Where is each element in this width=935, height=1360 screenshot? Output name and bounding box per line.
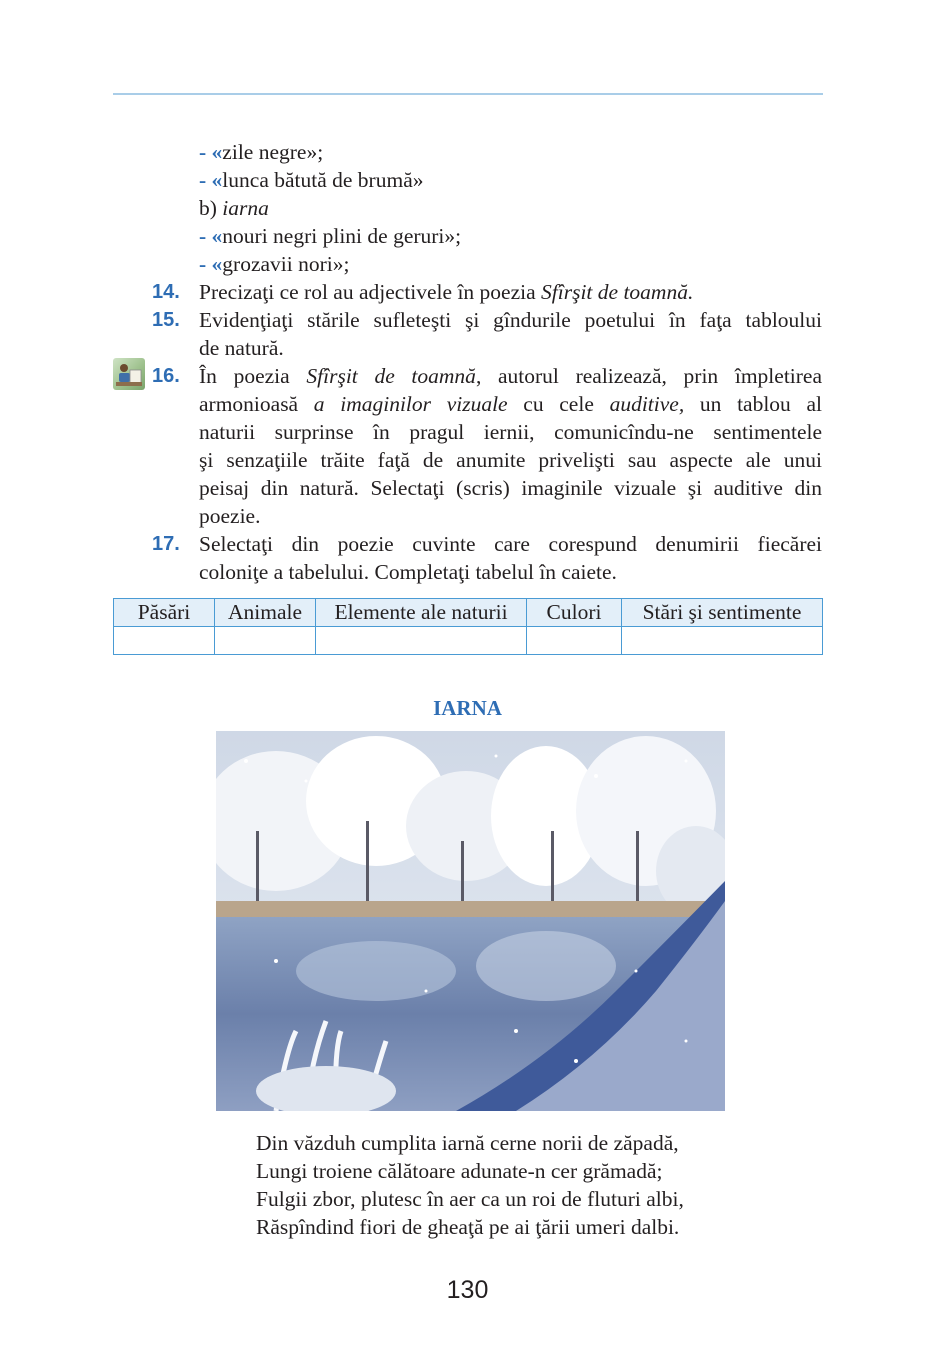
- quote-dash: - «: [199, 168, 223, 192]
- question-15-line-2: de natură.: [199, 336, 284, 360]
- poem-title: IARNA: [433, 696, 502, 720]
- q16-poem-title: Sfîrşit de toamnă: [306, 364, 476, 388]
- poem-verse: Răspîndind fiori de gheaţă pe ai ţării umeri dalbi.: [256, 1215, 680, 1239]
- q16-l1-a: În poezia: [199, 364, 307, 388]
- table-header-cell: Stări şi sentimente: [622, 599, 823, 627]
- quote-item: [199, 222, 461, 250]
- question-15-line-1: Evidenţiaţi stările sufleteşti şi gîndurile poetului în faţa tabloului: [199, 308, 822, 332]
- question-16-line-6: poezie.: [199, 504, 261, 528]
- question-17-line-2: coloniţe a tabelului. Completaţi tabelul în caiete.: [199, 560, 617, 584]
- table-row: [114, 627, 823, 655]
- quote-text: grozavii nori»;: [222, 252, 350, 276]
- quote-item: [199, 250, 349, 278]
- q14-poem-title: Sfîrşit de toamnă.: [541, 280, 694, 304]
- poem-verse: Lungi troiene călătoare adunate-n cer grămadă;: [256, 1159, 663, 1183]
- question-number-15: 15.: [152, 309, 180, 331]
- table-cell: [316, 627, 527, 655]
- q16-visual-images: a imaginilor vizuale: [313, 392, 508, 416]
- subsection-prefix: b): [199, 196, 223, 220]
- table-header-row: [114, 599, 823, 627]
- table-cell: [215, 627, 316, 655]
- q16-auditive: auditive,: [609, 392, 685, 416]
- question-14-text: [199, 278, 693, 306]
- q14-text: Precizaţi ce rol au adjectivele în poezia: [199, 280, 542, 304]
- table-cell: [527, 627, 622, 655]
- q16-l1-c: , autorul realizează, prin împletirea: [475, 364, 823, 388]
- question-number-14: 14.: [152, 281, 180, 303]
- q16-l2-a: armonioasă: [199, 392, 314, 416]
- table-header-cell: Culori: [527, 599, 622, 627]
- quote-text: nouri negri plini de geruri»;: [222, 224, 462, 248]
- page-number: 130: [446, 1276, 489, 1304]
- question-16-line-4: şi senzaţiile trăite faţă de anumite privelişti sau aspecte ale unui: [199, 448, 822, 472]
- quote-dash: - «: [199, 224, 223, 248]
- question-number-16: 16.: [152, 365, 180, 387]
- table-header-cell: Elemente ale naturii: [316, 599, 527, 627]
- worksheet-table: [113, 598, 823, 655]
- table-cell: [622, 627, 823, 655]
- question-17-line-1: Selectaţi din poezie cuvinte care corespund denumirii fiecărei: [199, 532, 822, 556]
- question-16-line-3: naturii surprinse în pragul iernii, comunicîndu-ne sentimentele: [199, 420, 822, 444]
- q16-l2-e: un tablou al: [684, 392, 823, 416]
- question-number-17: 17.: [152, 533, 180, 555]
- table-header-cell: Păsări: [114, 599, 215, 627]
- quote-dash: - «: [199, 252, 223, 276]
- question-16-line-2: [199, 390, 822, 418]
- quote-item: [199, 138, 323, 166]
- table-header-cell: Animale: [215, 599, 316, 627]
- subsection-label: iarna: [222, 196, 269, 220]
- quote-dash: - «: [199, 140, 223, 164]
- quote-text: lunca bătută de brumă»: [222, 168, 424, 192]
- quote-text: zile negre»;: [222, 140, 324, 164]
- q16-l2-c: cu cele: [507, 392, 610, 416]
- poem-verse: Din văzduh cumplita iarnă cerne norii de zăpadă,: [256, 1131, 679, 1155]
- table-cell: [114, 627, 215, 655]
- winter-landscape-photo: [216, 731, 725, 1111]
- question-16-line-1: [199, 362, 822, 390]
- poem-verse: Fulgii zbor, plutesc în aer ca un roi de fluturi albi,: [256, 1187, 684, 1211]
- quote-item: [199, 166, 423, 194]
- top-rule: [113, 93, 823, 95]
- question-16-line-5: peisaj din natură. Selectaţi (scris) imaginile vizuale şi auditive din: [199, 476, 822, 500]
- exercise-photo-icon: [113, 358, 145, 390]
- subsection-b: [199, 194, 269, 222]
